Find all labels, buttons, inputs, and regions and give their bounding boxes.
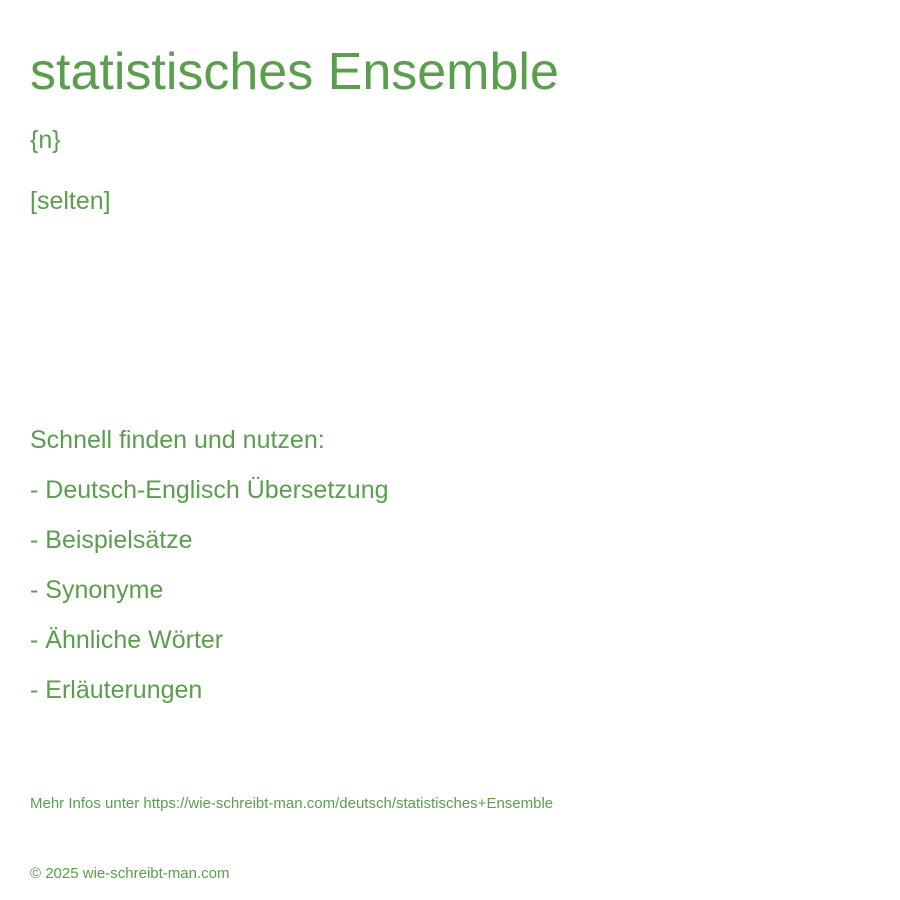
features-list: [30, 474, 389, 706]
grammatical-gender: {n}: [30, 126, 61, 154]
feature-item-explanations: - Erläuterungen: [30, 676, 203, 704]
feature-item-similar-words: - Ähnliche Wörter: [30, 626, 224, 654]
more-info-text: Mehr Infos unter https://wie-schreibt-man.com/deutsch/statistisches+Ensemble: [30, 795, 554, 812]
feature-item-translation: - Deutsch-Englisch Übersetzung: [30, 476, 389, 504]
copyright-text: © 2025 wie-schreibt-man.com: [30, 865, 230, 882]
feature-item-synonyms: - Synonyme: [30, 576, 164, 604]
feature-item-example-sentences: - Beispielsätze: [30, 526, 193, 554]
page-title: statistisches Ensemble: [30, 43, 559, 101]
features-section: [30, 424, 389, 724]
usage-label: [selten]: [30, 187, 111, 215]
features-heading: Schnell finden und nutzen:: [30, 426, 325, 454]
